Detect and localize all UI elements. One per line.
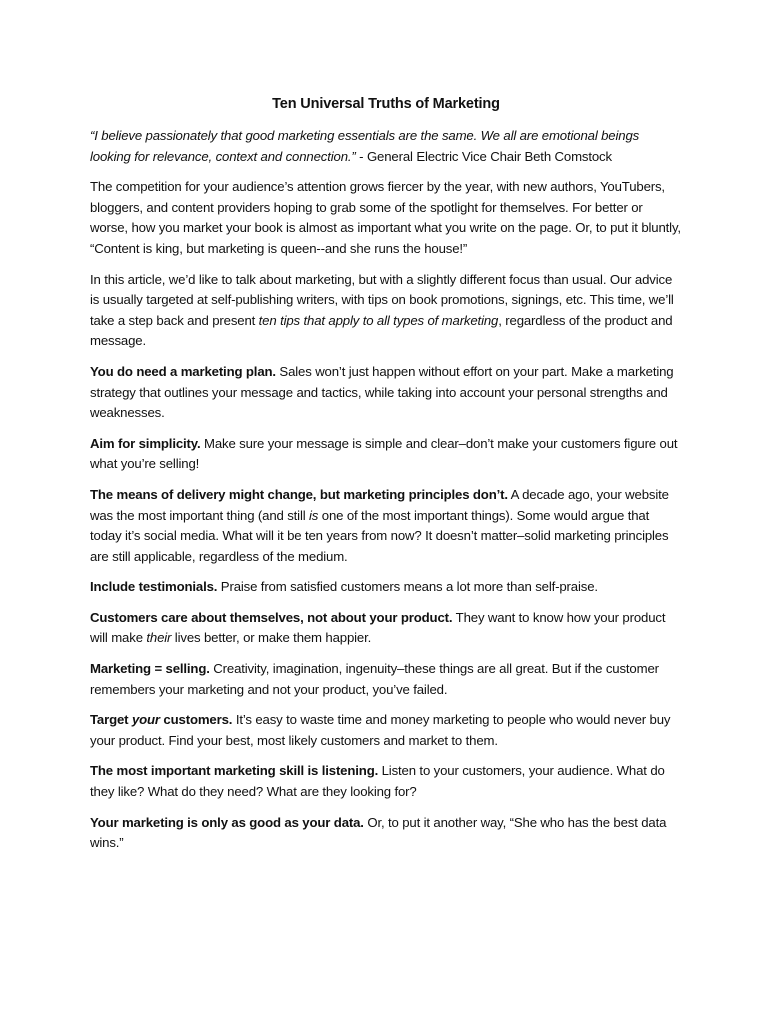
tip-heading: Customers care about themselves, not about your product. xyxy=(90,609,453,625)
tip-simplicity xyxy=(90,434,682,475)
tip-listening xyxy=(90,761,682,802)
intro-2-after: , regardless of the product and message. xyxy=(90,312,673,349)
tip-marketing-plan xyxy=(90,362,682,424)
tip-testimonials xyxy=(90,577,682,598)
tip-text: Or, to put it another way, “She who has the best data wins.” xyxy=(90,814,667,851)
tip-selling xyxy=(90,659,682,700)
tip-heading: You do need a marketing plan. xyxy=(90,363,276,379)
intro-paragraph-1: The competition for your audience’s attention grows fiercer by the year, with new authors, YouTubers, bloggers, and content providers hoping to grab some of the spotlight for themselves. For better or worse, how you market your book is almost as important what you write on the page. Or, to put it bluntly, “Content is king, but marketing is queen--and she runs the house!” xyxy=(90,179,681,256)
tip-customers-care xyxy=(90,608,682,649)
quote-text: “I believe passionately that good marketing essentials are the same. We all are emotional beings looking for relevance, context and connection.” xyxy=(90,128,640,164)
tip-target xyxy=(90,710,682,751)
tip-text: Listen to your customers, your audience. What do they like? What do they need? What are they looking for? xyxy=(90,763,665,800)
document-title: Ten Universal Truths of Marketing xyxy=(272,96,500,112)
tip-text: They want to know how your product will make xyxy=(90,609,666,646)
tip-text: Creativity, imagination, ingenuity–these things are all great. But if the customer remembers your marketing and not your product, you’ve failed. xyxy=(90,661,659,697)
tip-heading: Marketing = selling. xyxy=(90,661,210,677)
tip-heading: The means of delivery might change, but marketing principles don’t. xyxy=(90,486,508,502)
tip-heading: Include testimonials. xyxy=(90,579,218,595)
tip-heading-part: customers. xyxy=(159,712,233,728)
tip-emphasis: their xyxy=(146,630,172,646)
tip-heading xyxy=(90,712,232,727)
tip-data xyxy=(90,813,682,854)
opening-quote xyxy=(90,126,682,167)
tip-emphasis: is xyxy=(309,507,319,523)
tip-heading-emphasis: your xyxy=(131,712,160,728)
tip-text: one of the most important things). Some would argue that today it’s social media. What will it be ten years from now? It doesn’t matter–solid marketing principles are still applicable, regardless of the medium. xyxy=(90,507,669,564)
tip-text: lives better, or make them happier. xyxy=(171,630,372,646)
quote-attribution: - General Electric Vice Chair Beth Comstock xyxy=(355,148,612,164)
tip-heading-part: Target xyxy=(90,712,132,728)
intro-paragraph-2 xyxy=(90,270,682,352)
tip-text: A decade ago, your website was the most important thing (and still xyxy=(90,486,669,523)
tip-heading: Your marketing is only as good as your data. xyxy=(90,814,364,830)
tip-heading: Aim for simplicity. xyxy=(90,435,201,451)
intro-2-emphasis: ten tips that apply to all types of marketing xyxy=(258,312,499,328)
tip-heading: The most important marketing skill is listening. xyxy=(90,763,379,779)
tip-text: Make sure your message is simple and clear–don’t make your customers figure out what you’re selling! xyxy=(90,435,678,472)
tip-text: Praise from satisfied customers means a lot more than self-praise. xyxy=(217,579,598,595)
tip-text: It’s easy to waste time and money marketing to people who would never buy your product. Find your best, most likely customers and market to them. xyxy=(90,712,671,748)
document-body xyxy=(90,94,682,864)
tip-text: Sales won’t just happen without effort on your part. Make a marketing strategy that outlines your message and tactics, while taking into account your personal strengths and weaknesses. xyxy=(90,363,674,421)
tip-delivery xyxy=(90,485,682,567)
intro-2-before: In this article, we’d like to talk about marketing, but with a slightly different focus than usual. Our advice is usually targeted at self-publishing writers, with tips on book promotions, signings, etc. This time, we’ll take a step back and present xyxy=(90,271,674,328)
